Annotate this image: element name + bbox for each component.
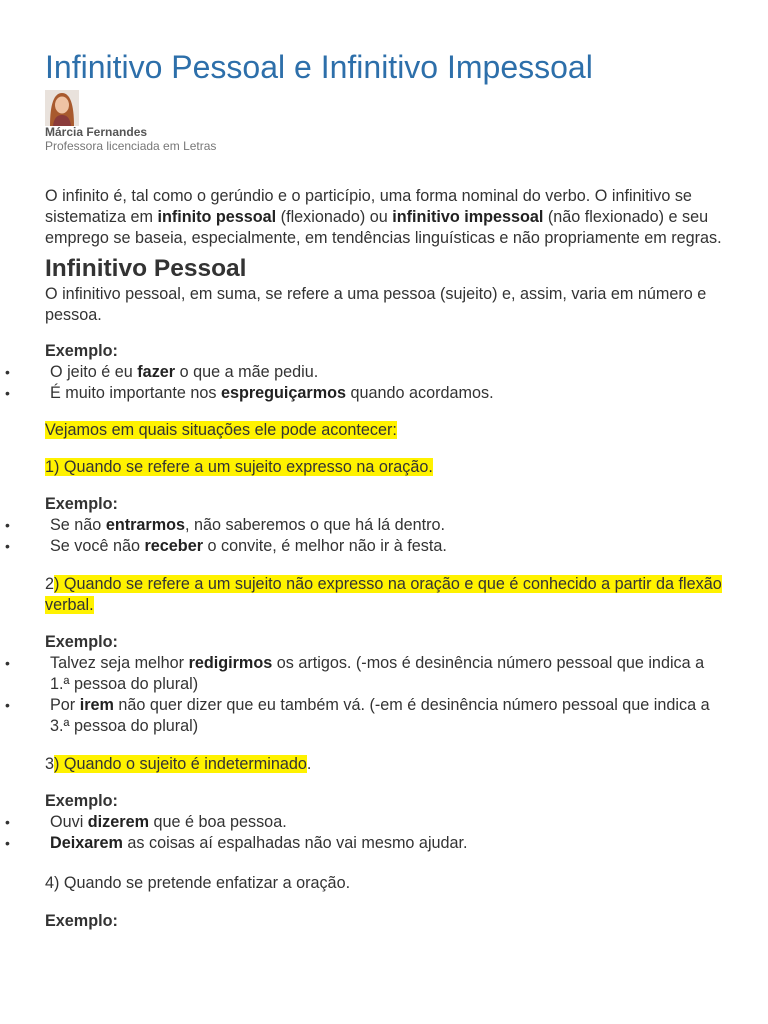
section-heading: Infinitivo Pessoal [45, 255, 247, 282]
situations-intro: Vejamos em quais situações ele pode acontecer: [45, 421, 397, 439]
list-item: • Por irem não quer dizer que eu também vá. (-em é desinência número pessoal que indica a 3.ª pessoa do plural) [45, 695, 725, 737]
example-list [45, 812, 725, 854]
example-list [45, 515, 725, 557]
example-list [45, 653, 725, 737]
author-role: Professora licenciada em Letras [45, 139, 217, 153]
situation-4: 4) Quando se pretende enfatizar a oração. [45, 874, 351, 892]
list-item: • Ouvi dizerem que é boa pessoa. [45, 812, 725, 833]
page-title: Infinitivo Pessoal e Infinitivo Impessoal [45, 49, 593, 85]
example-label: Exemplo: [45, 633, 118, 651]
list-item: • Deixarem as coisas aí espalhadas não vai mesmo ajudar. [45, 833, 725, 854]
example-list [45, 362, 725, 404]
list-item: • É muito importante nos espreguiçarmos quando acordamos. [45, 383, 725, 404]
list-item: • Se você não receber o convite, é melhor não ir à festa. [45, 536, 725, 557]
list-item: • Se não entrarmos, não saberemos o que há lá dentro. [45, 515, 725, 536]
list-item: • O jeito é eu fazer o que a mãe pediu. [45, 362, 725, 383]
situation-1: 1) Quando se refere a um sujeito expresso na oração. [45, 458, 433, 476]
situation-3: 3) Quando o sujeito é indeterminado. [45, 755, 312, 773]
example-label: Exemplo: [45, 342, 118, 360]
list-item: • Talvez seja melhor redigirmos os artigos. (-mos é desinência número pessoal que indica a 1.ª pessoa do plural) [45, 653, 725, 695]
example-label: Exemplo: [45, 912, 118, 930]
author-block [45, 90, 725, 126]
section-intro: O infinitivo pessoal, em suma, se refere a uma pessoa (sujeito) e, assim, varia em número e pessoa. [45, 285, 707, 324]
article [45, 44, 725, 932]
example-label: Exemplo: [45, 792, 118, 810]
avatar[interactable] [45, 90, 79, 126]
situation-2: 2) Quando se refere a um sujeito não expresso na oração e que é conhecido a partir da flexão verbal. [45, 575, 722, 614]
intro-paragraph: O infinito é, tal como o gerúndio e o particípio, uma forma nominal do verbo. O infinitivo se sistematiza em infinito pessoal (flexionado) ou infinitivo impessoal (não flexionado) e seu emprego se baseia, especialmente, em tendências linguísticas e não propriamente em regras. [45, 187, 722, 247]
author-name[interactable]: Márcia Fernandes [45, 125, 148, 139]
example-label: Exemplo: [45, 495, 118, 513]
